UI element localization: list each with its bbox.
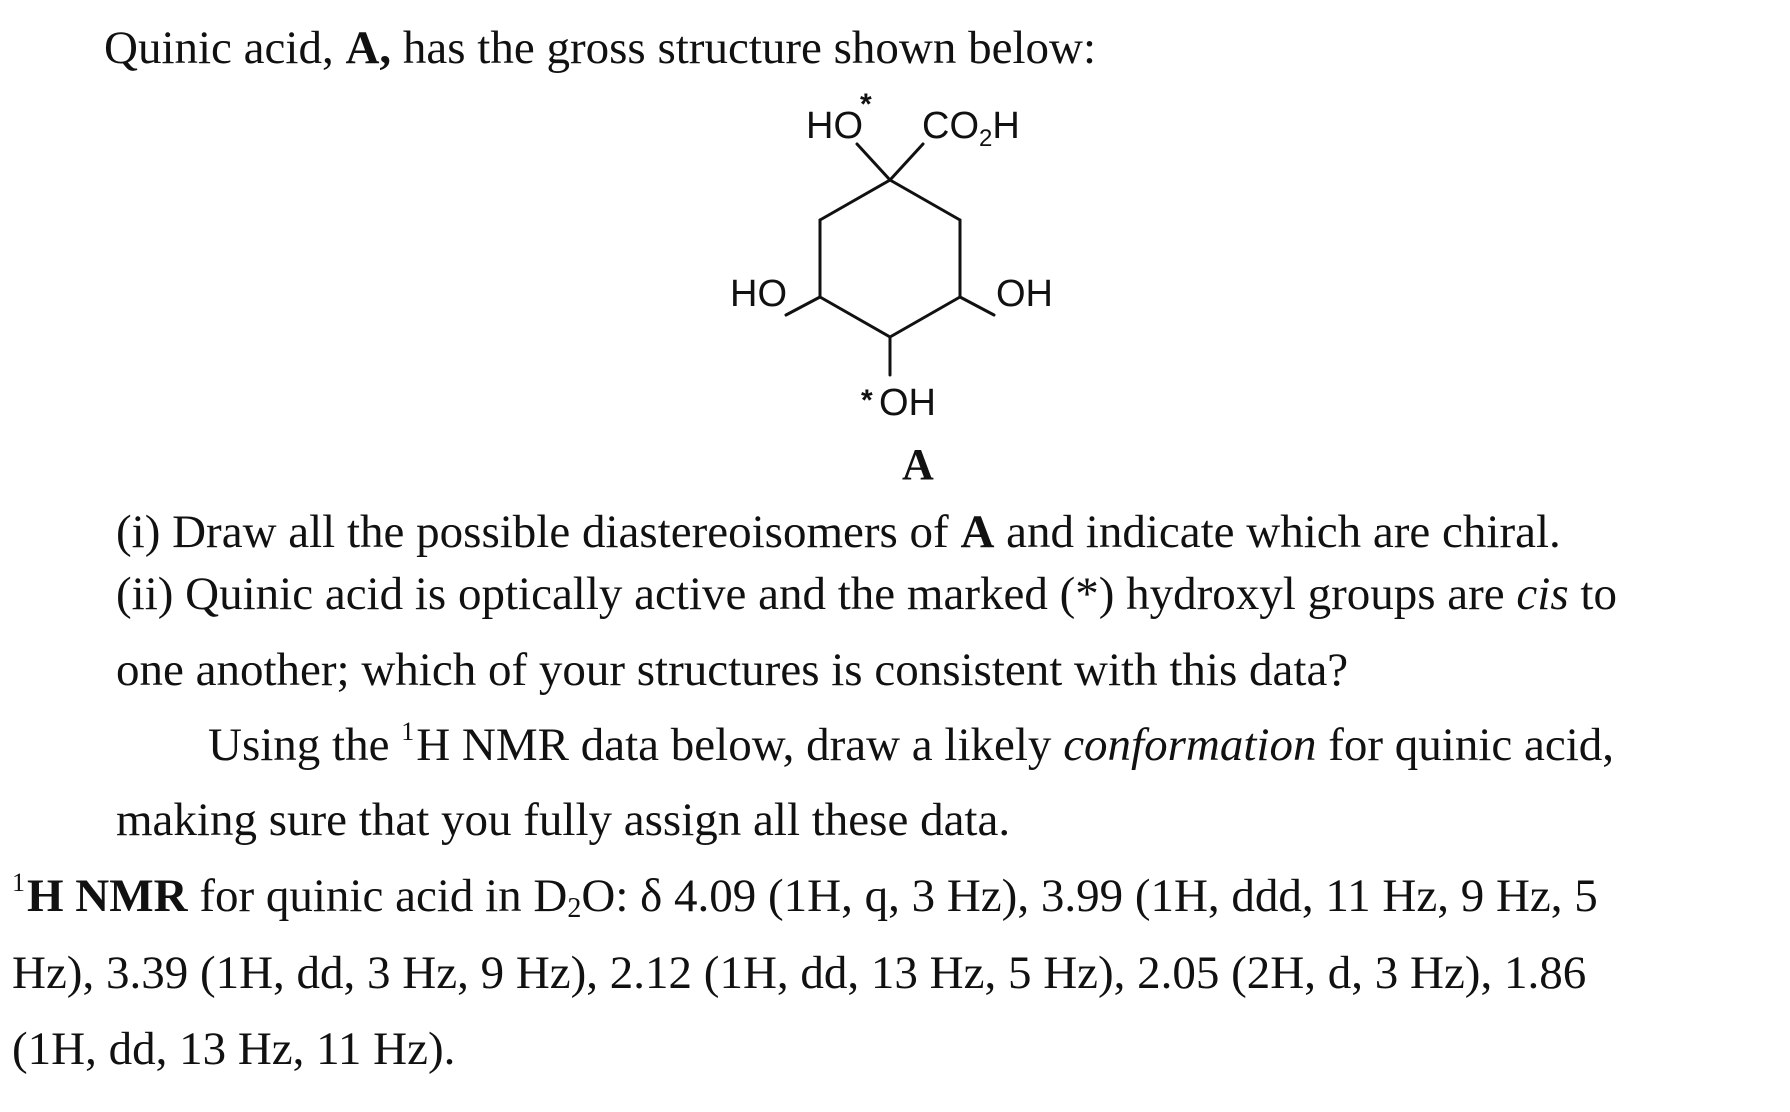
- right-oh-label: OH: [996, 273, 1053, 315]
- question-i-text: (i) Draw all the possible diastereoisomers of: [116, 506, 961, 558]
- compound-label-inline: A,: [345, 22, 392, 74]
- intro-line: [104, 20, 1096, 76]
- quinic-acid-structure: [700, 92, 1080, 442]
- nmr-line1: [12, 868, 1598, 931]
- question-i: [116, 504, 1561, 560]
- question-ii-line2: one another; which of your structures is consistent with this data?: [116, 644, 1349, 696]
- question-ii-text: (ii) Quinic acid is optically active and the marked (*) hydroxyl groups are: [116, 568, 1517, 620]
- ring-bonds: [820, 180, 960, 337]
- question-iii-superscript: 1: [401, 717, 415, 746]
- intro-text-end: has the gross structure shown below:: [391, 22, 1097, 74]
- bond-c1-c2: [890, 180, 960, 220]
- nmr-subscript: 2: [567, 893, 582, 924]
- bond-c4-c5: [820, 297, 890, 337]
- bottom-oh-label: OH: [879, 382, 936, 424]
- question-iii-conformation: conformation: [1063, 719, 1317, 771]
- carboxyl-co-label: $CO_2H$: [922, 105, 1020, 152]
- nmr-line3: (1H, dd, 13 Hz, 11 Hz).: [12, 1023, 456, 1075]
- intro-text: Quinic acid,: [104, 22, 346, 74]
- top-left-oh-label: HO: [806, 105, 863, 147]
- left-oh-label: HO: [730, 273, 787, 315]
- question-i-label: A: [960, 506, 995, 558]
- question-iii-text-end: for quinic acid,: [1316, 719, 1615, 771]
- question-ii-line1: [116, 566, 1617, 622]
- top-left-star-marker: *: [860, 92, 872, 121]
- substituent-bonds: [786, 144, 994, 375]
- bond-c3-c4: [890, 297, 960, 337]
- nmr-text-end: O: δ 4.09 (1H, q, 3 Hz), 3.99 (1H, ddd, 11 Hz, 9 Hz, 5: [581, 870, 1598, 922]
- question-i-text-end: and indicate which are chiral.: [994, 506, 1561, 558]
- question-iii-text: Using the: [208, 719, 402, 771]
- question-iii-text-mid: H NMR data below, draw a likely: [416, 719, 1064, 771]
- question-ii-cis: cis: [1516, 568, 1569, 620]
- compound-label-a: A: [902, 440, 934, 489]
- bond-c6-c1: [820, 180, 890, 220]
- question-iii-line2: making sure that you fully assign all these data.: [116, 794, 1011, 846]
- nmr-line2: Hz), 3.39 (1H, dd, 3 Hz, 9 Hz), 2.12 (1H, dd, 13 Hz, 5 Hz), 2.05 (2H, d, 3 Hz), 1.86: [12, 947, 1587, 999]
- bottom-star-marker: *: [861, 384, 873, 417]
- bond-c1-co2h: [890, 144, 923, 180]
- nmr-superscript: 1: [12, 868, 25, 897]
- bond-c5-oh: [786, 297, 820, 315]
- question-ii-text-end: to: [1568, 568, 1617, 620]
- bond-c1-oh: [857, 144, 890, 180]
- nmr-text: for quinic acid in D: [187, 870, 568, 922]
- bond-c3-oh: [960, 297, 994, 315]
- nmr-label: H NMR: [27, 870, 188, 922]
- question-iii-line1: [208, 717, 1614, 780]
